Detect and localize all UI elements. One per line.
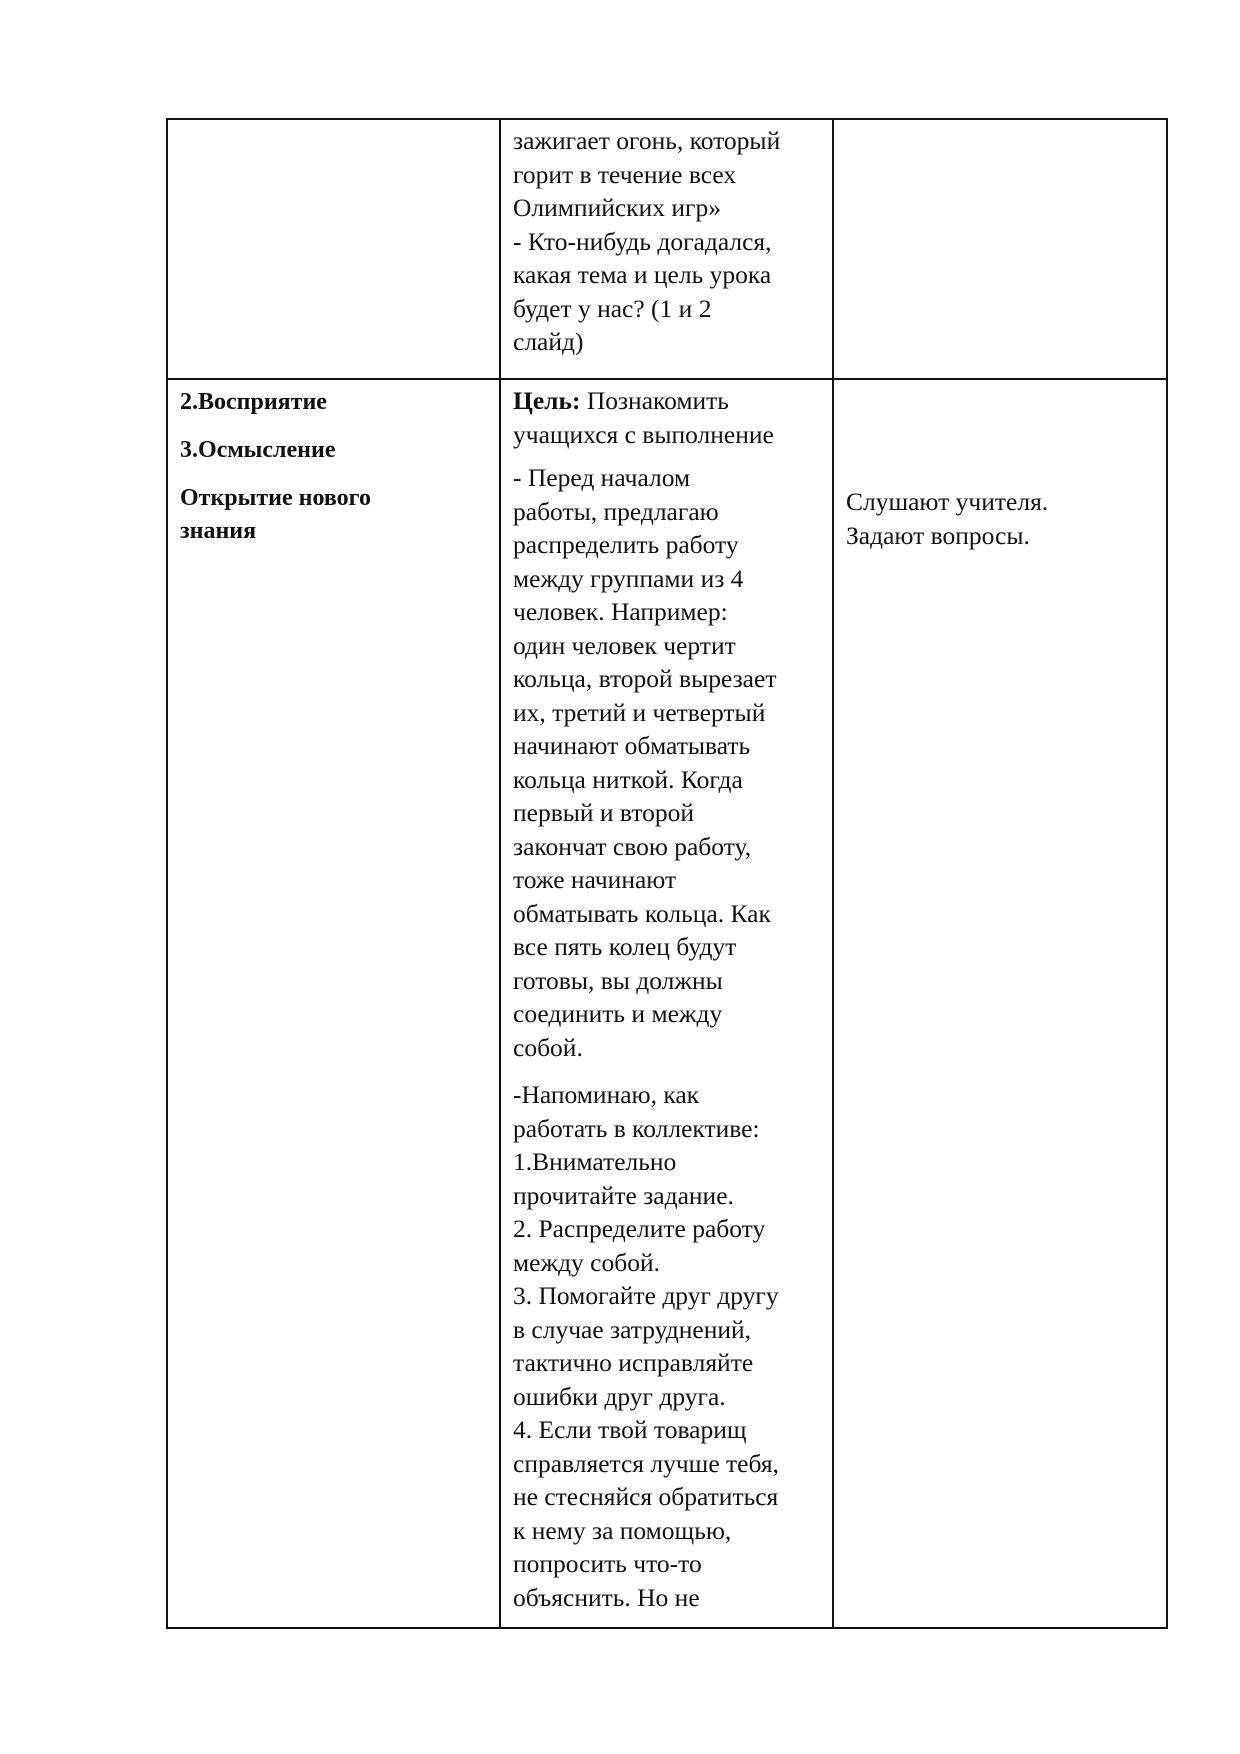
- text-line: 2. Распределите работу: [513, 1214, 766, 1243]
- goal-label: Цель:: [513, 386, 581, 415]
- text-line: собой.: [513, 1032, 583, 1062]
- stage-cell: [167, 119, 500, 379]
- text-line: соединить и между: [513, 999, 723, 1028]
- table-row: [167, 119, 1167, 379]
- text-line: горит в течение всех: [513, 159, 737, 189]
- rules-paragraph: [513, 1078, 822, 1614]
- text-line: один человек чертит: [513, 630, 736, 660]
- instructions-paragraph: [513, 461, 822, 1064]
- text-line: тактично исправляйте: [513, 1348, 754, 1377]
- text-line: между собой.: [513, 1247, 660, 1277]
- student-activity-text: [846, 485, 1156, 552]
- text-line: учащихся с выполнение: [513, 419, 774, 449]
- text-line: будет у нас? (1 и 2: [513, 293, 712, 323]
- goal-paragraph: [513, 384, 822, 451]
- stage-heading: 3.Осмысление: [180, 437, 336, 463]
- text-line: в случае затруднений,: [513, 1314, 752, 1344]
- text-line: готовы, вы должны: [513, 965, 723, 995]
- stage-heading: 2.Восприятие: [180, 389, 327, 415]
- teacher-activity-cell: [500, 119, 833, 379]
- stage-cell: [167, 379, 500, 1628]
- teacher-activity-cell: [500, 379, 833, 1628]
- text-line: Слушают учителя.: [846, 487, 1049, 516]
- text-line: объяснить. Но не: [513, 1582, 700, 1612]
- text-line: - Кто-нибудь догадался,: [513, 226, 772, 256]
- text-line: тоже начинают: [513, 865, 677, 894]
- text-line: 1.Внимательно: [513, 1147, 677, 1176]
- text-line: ошибки друг друга.: [513, 1381, 726, 1411]
- text-line: зажигает огонь, который: [513, 126, 781, 155]
- text-line: 4. Если твой товарищ: [513, 1415, 747, 1444]
- text-line: к нему за помощью,: [513, 1515, 732, 1545]
- text-line: закончат свою работу,: [513, 831, 752, 861]
- text-line: Открытие нового: [180, 485, 371, 511]
- text-line: 3. Помогайте друг другу: [513, 1281, 779, 1310]
- text-line: какая тема и цель урока: [513, 260, 772, 289]
- text-line: обматывать кольца. Как: [513, 898, 771, 928]
- student-activity-cell: [833, 119, 1167, 379]
- text-line: все пять колец будут: [513, 932, 737, 961]
- text-line: распределить работу: [513, 530, 739, 559]
- text-line: прочитайте задание.: [513, 1180, 734, 1210]
- text-line: - Перед началом: [513, 463, 691, 492]
- text-line: работы, предлагаю: [513, 496, 719, 526]
- table-row: [167, 379, 1167, 1628]
- text-line: работать в коллективе:: [513, 1113, 760, 1143]
- text-line: кольца, второй вырезает: [513, 664, 777, 693]
- text-line: их, третий и четвертый: [513, 697, 766, 727]
- text-line: не стесняйся обратиться: [513, 1482, 779, 1511]
- text-line: первый и второй: [513, 798, 695, 827]
- text-line: кольца ниткой. Когда: [513, 764, 743, 794]
- goal-text: Познакомить: [580, 386, 729, 415]
- text-line: справляется лучше тебя,: [513, 1448, 779, 1478]
- text-line: знания: [180, 518, 257, 544]
- text-line: слайд): [513, 327, 584, 356]
- lesson-plan-table: [166, 118, 1168, 1629]
- stage-subheading: [180, 482, 489, 548]
- student-activity-cell: [833, 379, 1167, 1628]
- text-line: человек. Например:: [513, 597, 728, 626]
- text-line: -Напоминаю, как: [513, 1080, 700, 1109]
- text-line: Задают вопросы.: [846, 520, 1030, 550]
- text-line: Олимпийских игр»: [513, 193, 721, 222]
- text-line: между группами из 4: [513, 563, 744, 593]
- text-line: попросить что-то: [513, 1549, 702, 1578]
- text-line: начинают обматывать: [513, 731, 751, 760]
